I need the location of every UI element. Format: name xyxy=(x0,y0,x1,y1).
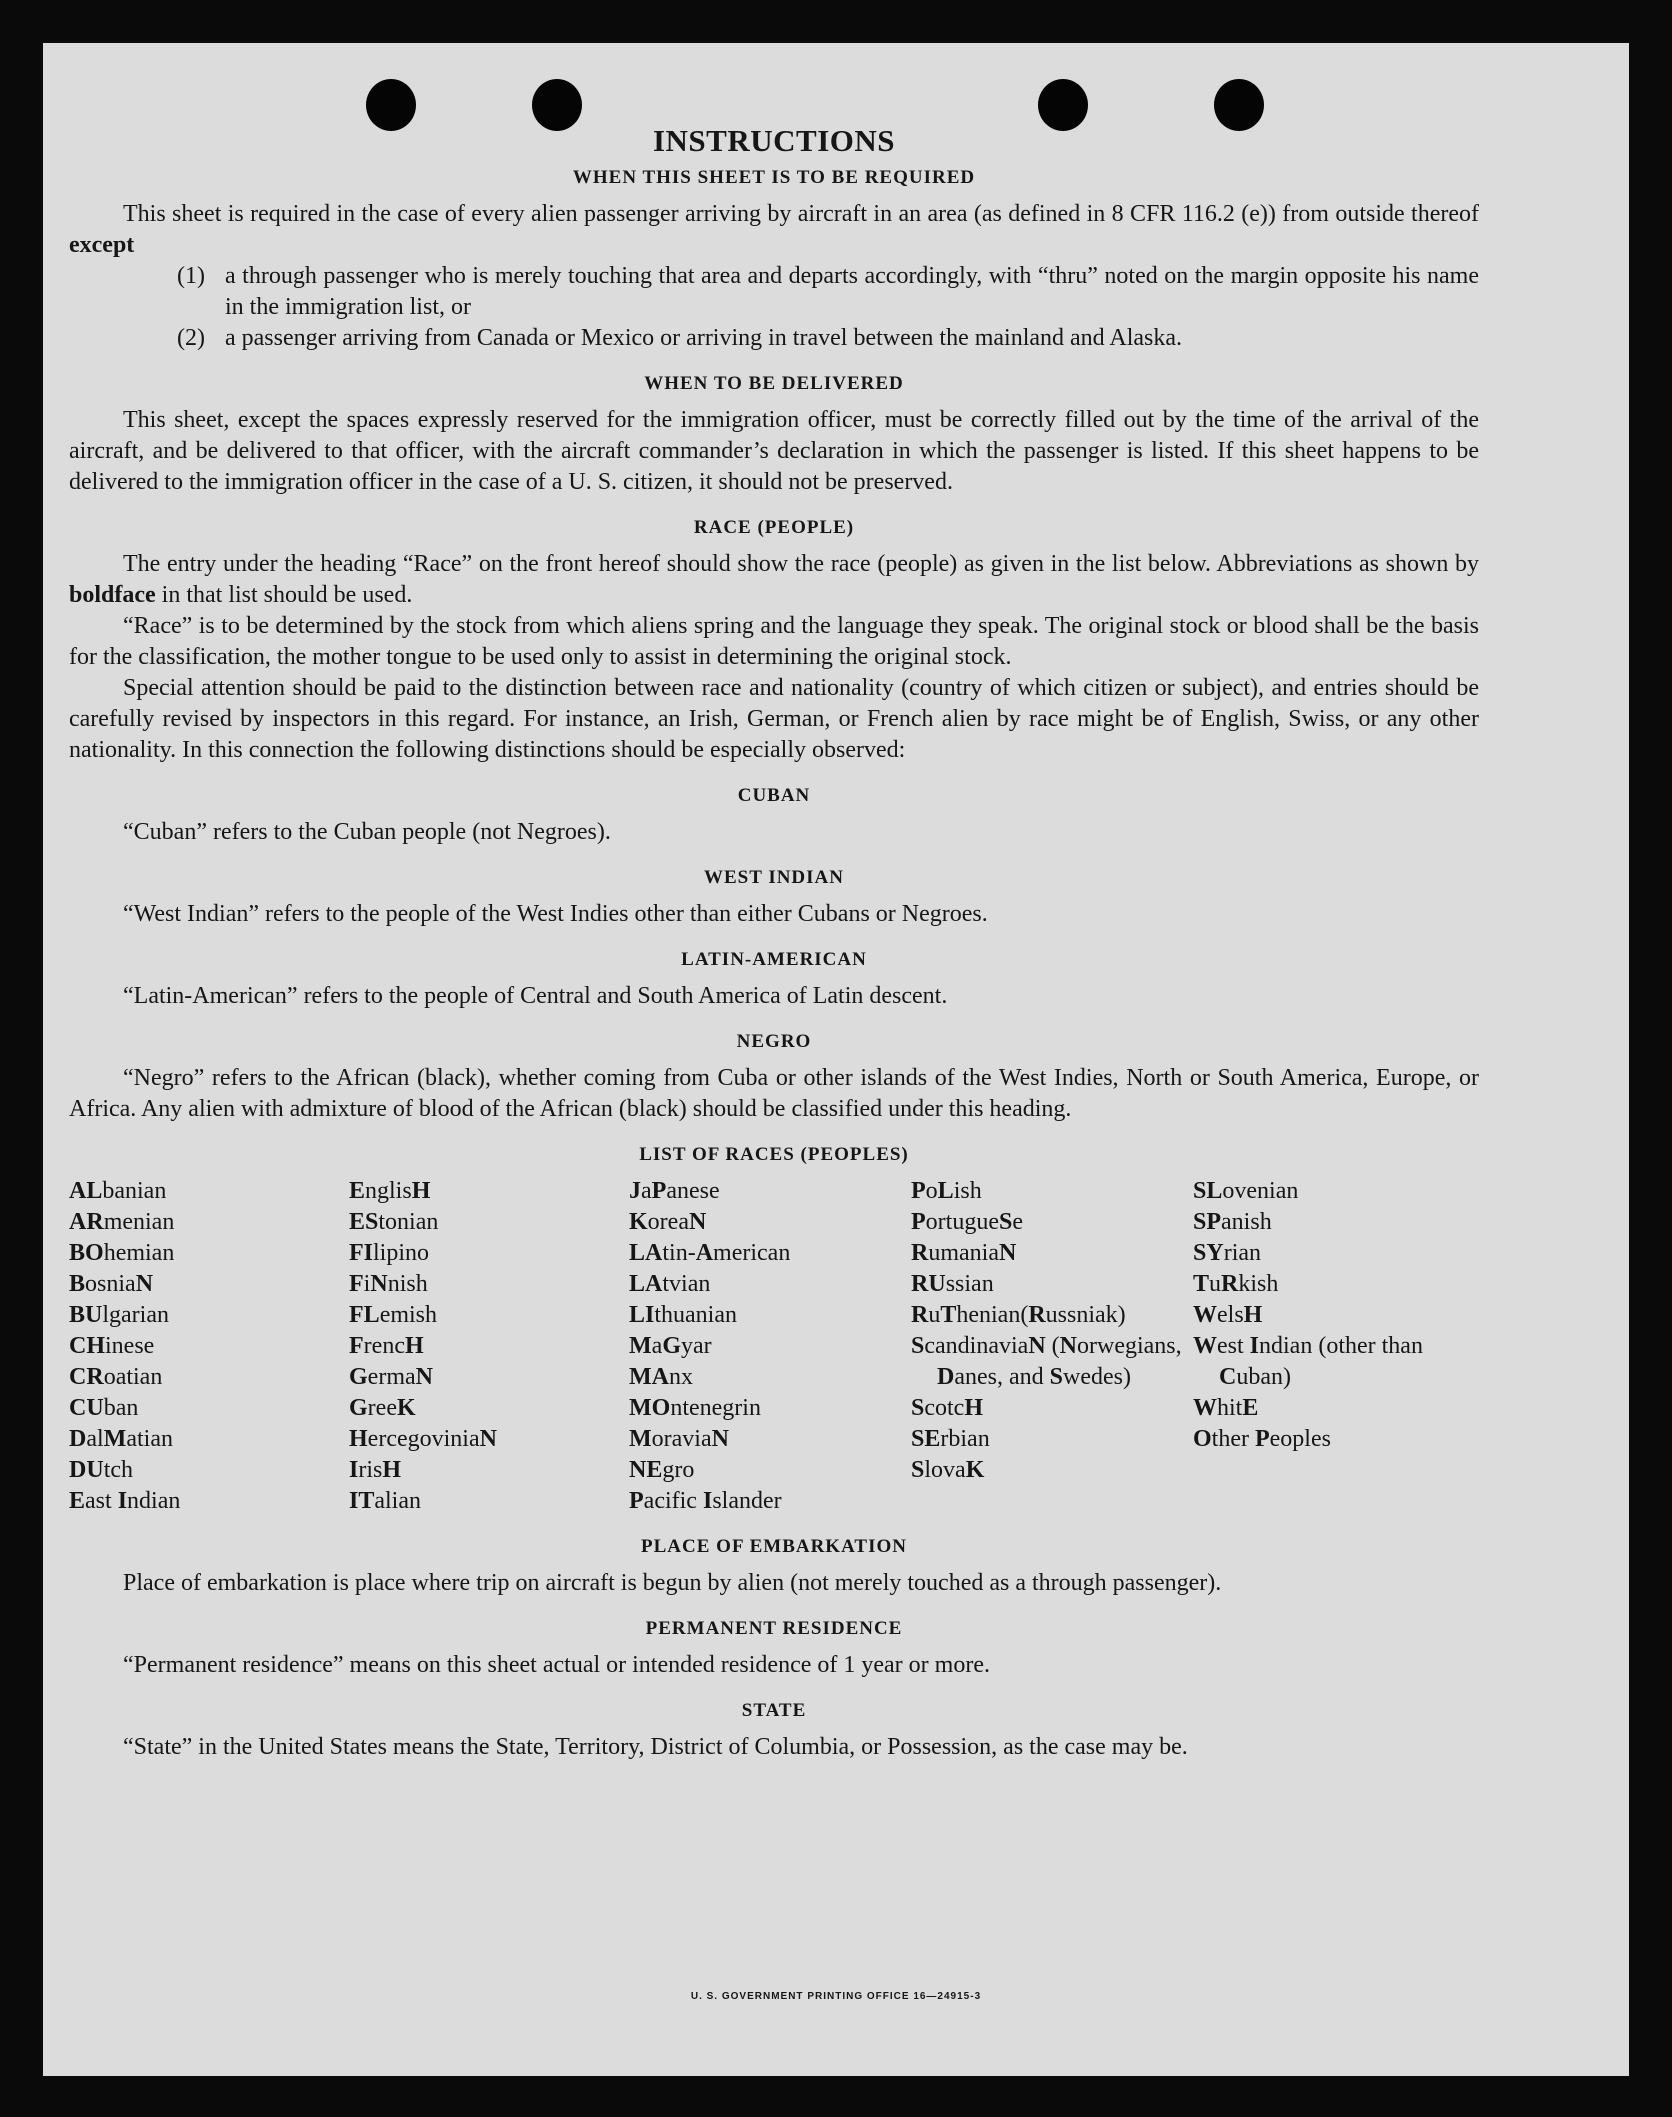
race-entry: RUssian xyxy=(911,1271,994,1297)
race-column xyxy=(349,1176,629,1517)
race-entry: MOntenegrin xyxy=(629,1395,761,1421)
race-entry: SErbian xyxy=(911,1426,990,1452)
race-column xyxy=(69,1176,349,1517)
document-sheet xyxy=(43,43,1629,2076)
section-heading-when-delivered: WHEN TO BE DELIVERED xyxy=(644,373,904,394)
section-heading-embarkation: PLACE OF EMBARKATION xyxy=(641,1536,907,1557)
race-entry: FIlipino xyxy=(349,1240,430,1266)
race-entry: MAnx xyxy=(629,1364,693,1390)
race-entry: GreeK xyxy=(349,1395,416,1421)
embarkation-paragraph: Place of embarkation is place where trip on aircraft is begun by alien (not merely touched as a through passenger). xyxy=(123,1570,1222,1596)
race-entry: BUlgarian xyxy=(69,1302,169,1328)
race-entry: WelsH xyxy=(1193,1302,1263,1328)
race-entry: MaGyar xyxy=(629,1333,712,1359)
race-entry: LAtin-American xyxy=(629,1240,791,1266)
race-entry: CUban xyxy=(69,1395,139,1421)
when-delivered-paragraph: This sheet, except the spaces expressly reserved for the immigration officer, must be correctly filled out by the time of the arrival of the aircraft, and be delivered to that officer, with the aircraft commander’s declaration in which the passenger is listed. If this sheet happens to be delivered to the immigration officer in the case of a U. S. citizen, it should not be preserved. xyxy=(69,407,1479,495)
section-heading-latin-american: LATIN-AMERICAN xyxy=(681,949,867,970)
exception-item: (1) a through passenger who is merely touching that area and departs accordingly, with “thru” noted on the margin opposite his name in the immigration list, or xyxy=(177,263,1479,320)
race-entry: PortugueSe xyxy=(911,1209,1023,1235)
race-entry: CHinese xyxy=(69,1333,155,1359)
race-entry: FiNnish xyxy=(349,1271,428,1297)
punch-hole xyxy=(366,79,416,131)
exception-item: (2) a passenger arriving from Canada or Mexico or arriving in travel between the mainland and Alaska. xyxy=(177,325,1182,351)
race-entry: TuRkish xyxy=(1193,1271,1279,1297)
race-entry: RumaniaN xyxy=(911,1240,1017,1266)
race-entry: BosniaN xyxy=(69,1271,154,1297)
section-heading-permanent-residence: PERMANENT RESIDENCE xyxy=(645,1618,903,1639)
punch-hole xyxy=(532,79,582,131)
race-entry: RuThenian(Russniak) xyxy=(911,1302,1126,1328)
race-entry: ScotcH xyxy=(911,1395,984,1421)
race-entry: FrencH xyxy=(349,1333,424,1359)
race-entry: GermaN xyxy=(349,1364,433,1390)
race-entry: SPanish xyxy=(1193,1209,1272,1235)
section-heading-race: RACE (PEOPLE) xyxy=(693,517,855,538)
race-entry: ITalian xyxy=(349,1488,421,1514)
race-paragraph-1: The entry under the heading “Race” on the front hereof should show the race (people) as given in the list below. Abbreviations as shown by boldface in that list should be used. xyxy=(69,551,1479,608)
race-column xyxy=(629,1176,911,1517)
section-heading-negro: NEGRO xyxy=(736,1031,812,1052)
race-entry: SYrian xyxy=(1193,1240,1262,1266)
race-entry: FLemish xyxy=(349,1302,438,1328)
race-entry: ARmenian xyxy=(69,1209,175,1235)
race-column xyxy=(911,1176,1193,1517)
west-indian-paragraph: “West Indian” refers to the people of the West Indies other than either Cubans or Negroes. xyxy=(123,901,988,927)
permanent-residence-paragraph: “Permanent residence” means on this sheet actual or intended residence of 1 year or more. xyxy=(123,1652,990,1678)
race-entry: DalMatian xyxy=(69,1426,173,1452)
section-heading-cuban: CUBAN xyxy=(737,785,811,806)
race-entry: IrisH xyxy=(349,1457,402,1483)
race-entry: Other Peoples xyxy=(1193,1426,1331,1452)
section-heading-when-required: WHEN THIS SHEET IS TO BE REQUIRED xyxy=(572,167,976,188)
state-paragraph: “State” in the United States means the State, Territory, District of Columbia, or Possession, as the case may be. xyxy=(123,1734,1188,1760)
section-heading-state: STATE xyxy=(741,1700,807,1721)
punch-hole xyxy=(1214,79,1264,131)
race-entry: SlovaK xyxy=(911,1457,985,1483)
race-entry: SLovenian xyxy=(1193,1178,1299,1204)
race-entry: HercegoviniaN xyxy=(349,1426,497,1452)
race-entry: LIthuanian xyxy=(629,1302,737,1328)
latin-american-paragraph: “Latin-American” refers to the people of Central and South America of Latin descent. xyxy=(123,983,948,1009)
race-paragraph-3: Special attention should be paid to the distinction between race and nationality (country of which citizen or subject), and entries should be carefully revised by inspectors in this regard. For instance, an Irish, German, or French alien by race might be of English, Swiss, or any other nationality. In this connection the following distinctions should be especially observed: xyxy=(69,675,1479,763)
race-list xyxy=(69,1176,1479,1517)
race-entry: BOhemian xyxy=(69,1240,175,1266)
race-paragraph-2: “Race” is to be determined by the stock from which aliens spring and the language they speak. The original stock or blood shall be the basis for the classification, the mother tongue to be used only to assist in determining the original stock. xyxy=(69,613,1479,670)
race-entry: EStonian xyxy=(349,1209,439,1235)
race-column xyxy=(1193,1176,1479,1517)
punch-hole xyxy=(1038,79,1088,131)
when-required-paragraph: This sheet is required in the case of every alien passenger arriving by aircraft in an area (as defined in 8 CFR 116.2 (e)) from outside thereof except xyxy=(69,201,1479,258)
race-entry: PoLish xyxy=(911,1178,982,1204)
race-entry: NEgro xyxy=(629,1457,695,1483)
race-entry: ALbanian xyxy=(69,1178,167,1204)
race-entry: ScandinaviaN (Norwegians, Danes, and Swedes) xyxy=(911,1333,1182,1390)
race-entry: CRoatian xyxy=(69,1364,163,1390)
negro-paragraph: “Negro” refers to the African (black), whether coming from Cuba or other islands of the West Indies, North or South America, Europe, or Africa. Any alien with admixture of blood of the African (black) should be classified under this heading. xyxy=(69,1065,1479,1122)
race-entry: WhitE xyxy=(1193,1395,1259,1421)
race-entry: EnglisH xyxy=(349,1178,431,1204)
race-entry: East Indian xyxy=(69,1488,181,1514)
race-entry: MoraviaN xyxy=(629,1426,729,1452)
race-entry: Pacific Islander xyxy=(629,1488,782,1514)
section-heading-west-indian: WEST INDIAN xyxy=(704,867,844,888)
page-title: INSTRUCTIONS xyxy=(652,123,895,158)
race-entry: LAtvian xyxy=(629,1271,711,1297)
race-entry: West Indian (other than Cuban) xyxy=(1193,1333,1423,1390)
race-entry: DUtch xyxy=(69,1457,134,1483)
race-entry: KoreaN xyxy=(629,1209,707,1235)
race-entry: JaPanese xyxy=(629,1178,720,1204)
section-heading-list-of-races: LIST OF RACES (PEOPLES) xyxy=(639,1144,909,1165)
printer-imprint: U. S. GOVERNMENT PRINTING OFFICE 16—24915-3 xyxy=(690,1991,982,2002)
cuban-paragraph: “Cuban” refers to the Cuban people (not Negroes). xyxy=(123,819,611,845)
instructions-content xyxy=(69,125,1479,1763)
